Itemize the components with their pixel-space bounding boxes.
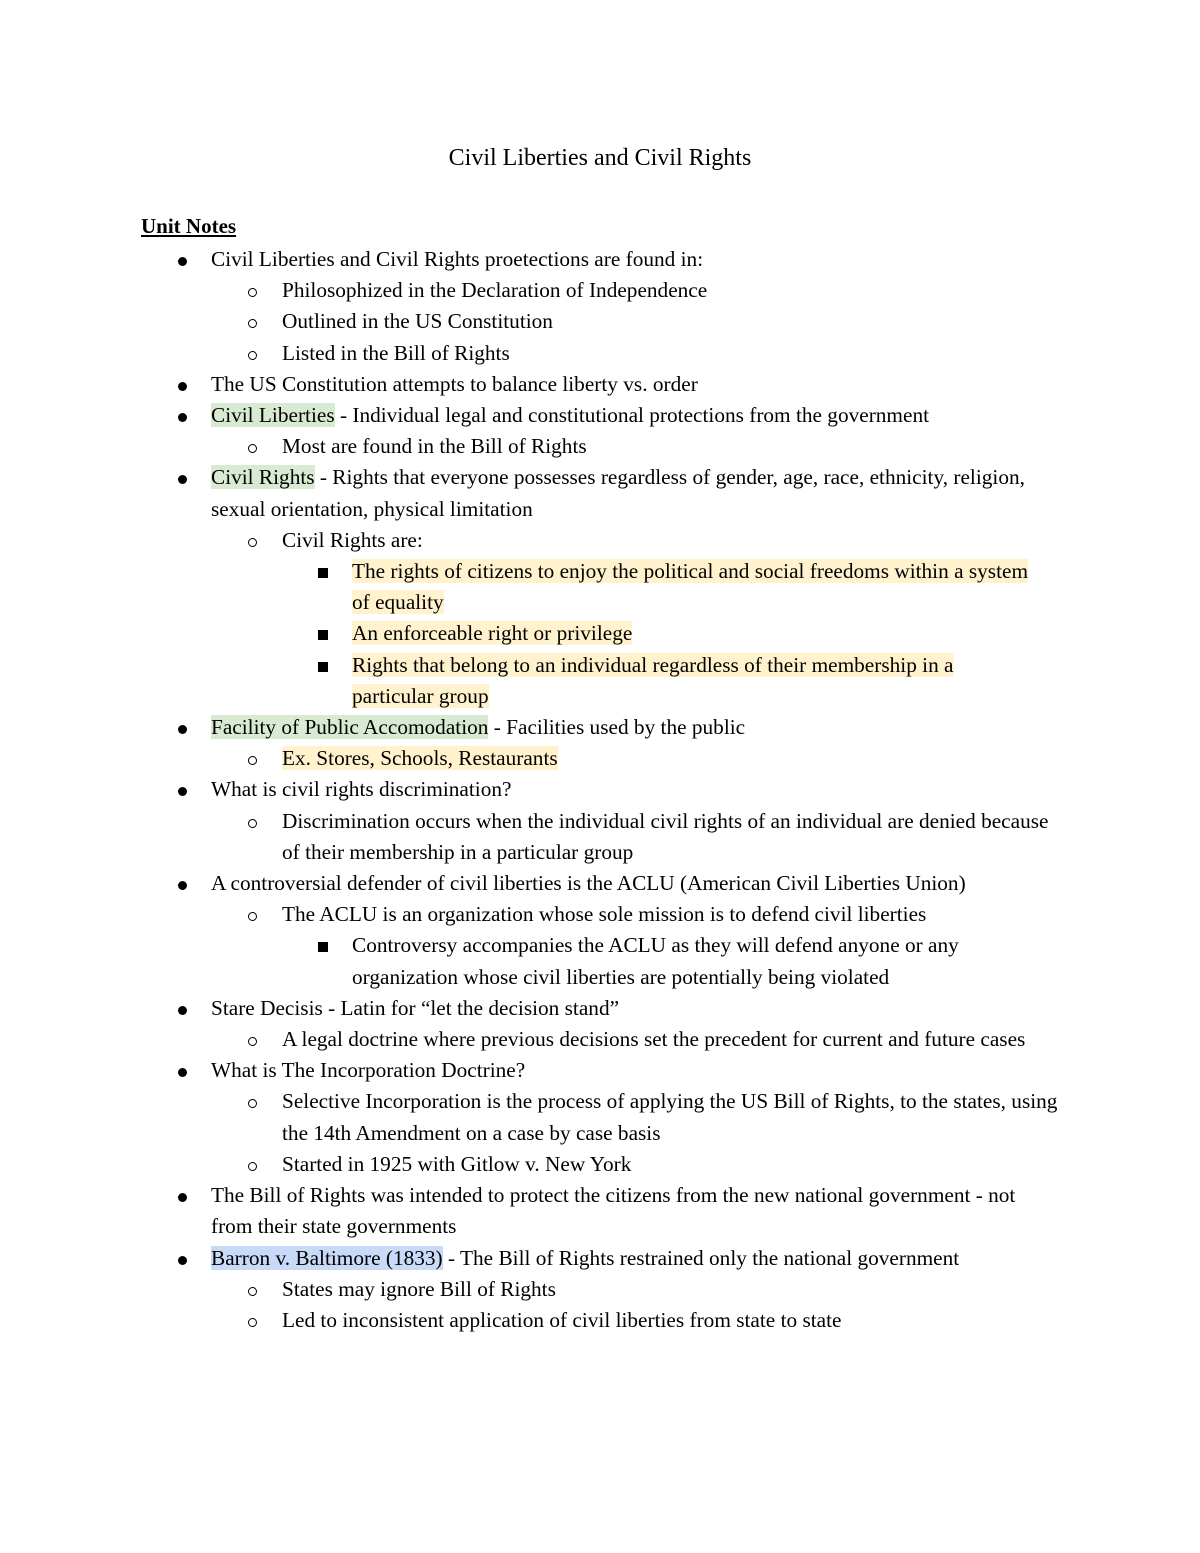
item-text: Civil Liberties and Civil Rights proetections are found in:	[211, 247, 704, 271]
bullet-circle-icon	[248, 899, 257, 930]
bullet-disc-icon	[178, 1055, 187, 1086]
bullet-circle-icon	[248, 525, 257, 556]
bullet-circle-icon	[248, 806, 257, 837]
list-item	[0, 743, 1062, 774]
list-item	[0, 1086, 1062, 1148]
bullet-circle-icon	[248, 431, 257, 462]
bullet-disc-icon	[178, 369, 187, 400]
item-text: States may ignore Bill of Rights	[282, 1276, 556, 1301]
list-item	[0, 899, 1062, 930]
list-item	[0, 525, 1062, 556]
bullet-circle-icon	[248, 1024, 257, 1055]
bullet-square-icon	[318, 556, 328, 587]
list-item	[0, 806, 1062, 868]
list-item	[0, 1243, 1061, 1274]
bullet-circle-icon	[248, 306, 257, 337]
list-item	[0, 244, 1061, 275]
item-text: Outlined in the US Constitution	[282, 309, 553, 334]
list-item	[0, 369, 1061, 400]
highlighted-text: An enforceable right or privilege	[352, 621, 633, 646]
list-item	[0, 868, 1061, 899]
bullet-circle-icon	[248, 743, 257, 774]
document-title: Civil Liberties and Civil Rights	[448, 145, 752, 171]
bullet-square-icon	[318, 618, 328, 649]
list-item	[0, 338, 1062, 369]
bullet-square-icon	[318, 930, 328, 961]
highlighted-term: Civil Liberties	[211, 403, 335, 428]
bullet-disc-icon	[178, 244, 187, 275]
bullet-circle-icon	[248, 1305, 257, 1336]
bullet-disc-icon	[178, 868, 187, 899]
list-item	[0, 1305, 1062, 1336]
list-item	[0, 930, 1032, 992]
list-item	[0, 1055, 1061, 1086]
bullet-disc-icon	[178, 993, 187, 1024]
highlighted-term: Facility of Public Accomodation	[211, 715, 489, 740]
highlighted-text: Ex. Stores, Schools, Restaurants	[282, 746, 558, 771]
item-text: Most are found in the Bill of Rights	[282, 434, 587, 459]
bullet-disc-icon	[178, 400, 187, 431]
section-heading: Unit Notes	[141, 214, 237, 238]
list-item	[0, 1149, 1062, 1180]
list-item	[0, 306, 1062, 337]
bullet-circle-icon	[248, 1149, 257, 1180]
list-item	[0, 618, 1032, 649]
item-text: - Individual legal and constitutional protections from the government	[334, 403, 930, 428]
item-text: The US Constitution attempts to balance liberty vs. order	[211, 371, 698, 396]
list-item	[0, 1274, 1062, 1305]
bullet-circle-icon	[248, 1274, 257, 1305]
item-text: Listed in the Bill of Rights	[282, 340, 510, 365]
item-text: The ACLU is an organization whose sole mission is to defend civil liberties	[282, 902, 927, 927]
item-text: Controversy accompanies the ACLU as they will defend anyone or any organization whose civil liberties are potentially being violated	[352, 933, 959, 989]
bullet-circle-icon	[248, 338, 257, 369]
item-text: The Bill of Rights was intended to protect the citizens from the new national government - not from their state governments	[211, 1183, 1016, 1239]
item-text: A legal doctrine where previous decisions set the precedent for current and future cases	[282, 1027, 1026, 1052]
item-text: Stare Decisis - Latin for “let the decision stand”	[211, 995, 620, 1020]
bullet-disc-icon	[178, 1180, 187, 1211]
list-item	[0, 275, 1062, 306]
item-text: A controversial defender of civil liberties is the ACLU (American Civil Liberties Union)	[211, 871, 966, 896]
highlighted-term: Barron v. Baltimore (1833)	[211, 1245, 443, 1270]
list-item	[0, 712, 1061, 743]
bullet-circle-icon	[248, 1086, 257, 1117]
notes-list	[0, 244, 1200, 1336]
bullet-disc-icon	[178, 712, 187, 743]
item-text: Led to inconsistent application of civil liberties from state to state	[282, 1307, 842, 1332]
highlighted-text: The rights of citizens to enjoy the political and social freedoms within a system of equality	[352, 559, 1029, 615]
list-item	[0, 400, 1061, 431]
bullet-disc-icon	[178, 1243, 187, 1274]
item-text: What is The Incorporation Doctrine?	[211, 1058, 526, 1083]
item-text: What is civil rights discrimination?	[211, 777, 512, 802]
item-text: Discrimination occurs when the individual civil rights of an individual are denied because of their membership in a particular group	[282, 808, 1049, 864]
highlighted-text: Rights that belong to an individual regardless of their membership in a particular group	[352, 652, 954, 708]
list-item	[0, 774, 1061, 805]
bullet-disc-icon	[178, 774, 187, 805]
highlighted-term: Civil Rights	[211, 465, 315, 490]
list-item	[0, 1024, 1062, 1055]
item-text: - Facilities used by the public	[488, 715, 746, 740]
list-item	[0, 1180, 1061, 1242]
bullet-disc-icon	[178, 462, 187, 493]
bullet-circle-icon	[248, 275, 257, 306]
item-text: Started in 1925 with Gitlow v. New York	[282, 1151, 632, 1176]
item-text: Civil Rights are:	[282, 527, 423, 552]
item-text: - The Bill of Rights restrained only the national government	[442, 1245, 960, 1270]
list-item	[0, 556, 1032, 618]
item-text: Selective Incorporation is the process of applying the US Bill of Rights, to the states, using the 14th Amendment on a case by case basis	[282, 1089, 1058, 1145]
item-text: - Rights that everyone possesses regardless of gender, age, race, ethnicity, religion, sexual orientation, physical limitation	[211, 465, 1025, 521]
list-item	[0, 462, 1061, 524]
item-text: Philosophized in the Declaration of Independence	[282, 278, 708, 303]
bullet-square-icon	[318, 650, 328, 681]
list-item	[0, 431, 1062, 462]
list-item	[0, 993, 1061, 1024]
list-item	[0, 650, 1032, 712]
